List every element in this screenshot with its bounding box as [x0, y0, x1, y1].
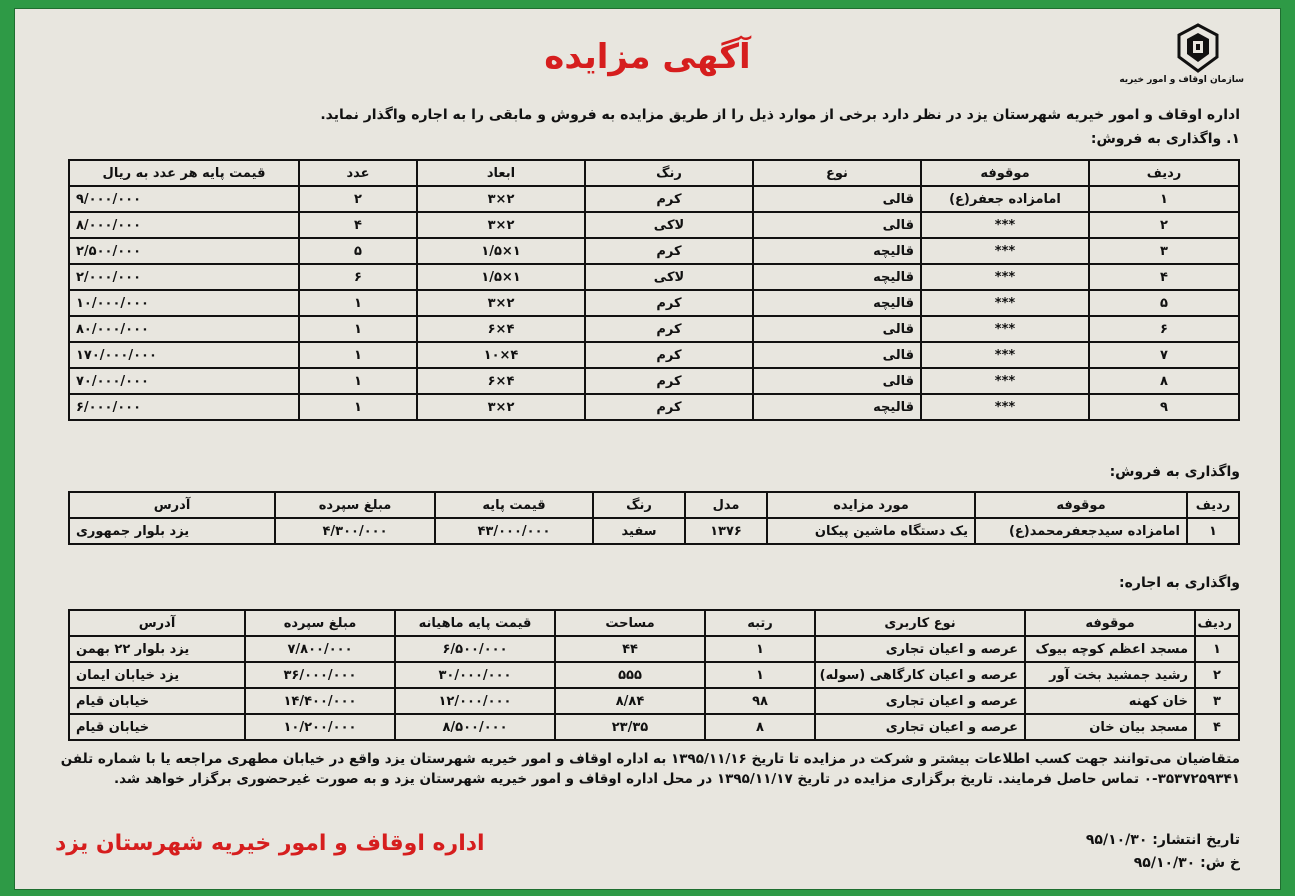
table-cell: *** — [921, 316, 1089, 342]
table-row — [69, 186, 1239, 212]
table-cell: قالی — [753, 316, 921, 342]
table-cell: ۱ — [299, 290, 417, 316]
table-row — [69, 636, 1239, 662]
table-cell: *** — [921, 342, 1089, 368]
table-cell: امامزاده جعفر(ع) — [921, 186, 1089, 212]
table-cell: ۱ — [299, 394, 417, 420]
table-cell: ۲×۳ — [417, 186, 585, 212]
col-header: مبلغ سپرده — [275, 492, 435, 518]
table-cell: قالی — [753, 212, 921, 238]
table-header-row — [69, 610, 1239, 636]
signature-org: اداره اوقاف و امور خیریه شهرستان یزد — [55, 831, 485, 856]
col-header: نوع کاربری — [815, 610, 1025, 636]
table-cell: ۸/۰۰۰/۰۰۰ — [69, 212, 299, 238]
col-header: مورد مزایده — [767, 492, 975, 518]
table-cell: ۱۰/۰۰۰/۰۰۰ — [69, 290, 299, 316]
table-cell: رشید جمشید بخت آور — [1025, 662, 1195, 688]
table-cell: ۴ — [1195, 714, 1239, 740]
table-cell: کرم — [585, 368, 753, 394]
col-header: قیمت پایه ماهیانه — [395, 610, 555, 636]
table-cell: ۱ — [1187, 518, 1239, 544]
table-cell: قالیچه — [753, 290, 921, 316]
table-cell: ۹۸ — [705, 688, 815, 714]
table-cell: ۵ — [299, 238, 417, 264]
table-cell: کرم — [585, 316, 753, 342]
table-cell: ۳ — [1089, 238, 1239, 264]
table-cell: ۴۳/۰۰۰/۰۰۰ — [435, 518, 593, 544]
table-cell: *** — [921, 238, 1089, 264]
table-cell: ۲ — [299, 186, 417, 212]
table-cell: عرصه و اعیان تجاری — [815, 688, 1025, 714]
table-row — [69, 394, 1239, 420]
table-cell: امامزاده سیدجعفرمحمد(ع) — [975, 518, 1187, 544]
table-cell: ۶ — [299, 264, 417, 290]
col-header: ابعاد — [417, 160, 585, 186]
col-header: مبلغ سپرده — [245, 610, 395, 636]
table-cell: ۸/۵۰۰/۰۰۰ — [395, 714, 555, 740]
table-row — [69, 714, 1239, 740]
table-cell: ۵۵۵ — [555, 662, 705, 688]
table-cell: ۲ — [1089, 212, 1239, 238]
col-header: ردیف — [1089, 160, 1239, 186]
table-cell: ۲×۳ — [417, 290, 585, 316]
table-cell: ۱ — [1195, 636, 1239, 662]
table-cell: ۳۰/۰۰۰/۰۰۰ — [395, 662, 555, 688]
table-cell: ۷ — [1089, 342, 1239, 368]
table-cell: عرصه و اعیان کارگاهی (سوله) — [815, 662, 1025, 688]
table-cell: *** — [921, 368, 1089, 394]
table-cell: ۳ — [1195, 688, 1239, 714]
table-cell: خان کهنه — [1025, 688, 1195, 714]
table-cell: خیابان قیام — [69, 688, 245, 714]
table-cell: *** — [921, 212, 1089, 238]
table-cell: ۱ — [299, 316, 417, 342]
table-cell: قالیچه — [753, 264, 921, 290]
table-cell: ۱ — [705, 636, 815, 662]
page-title: آگهی مزایده — [544, 37, 751, 77]
col-header: نوع — [753, 160, 921, 186]
table-cell: کرم — [585, 238, 753, 264]
table-cell: کرم — [585, 342, 753, 368]
col-header: ردیف — [1195, 610, 1239, 636]
col-header: عدد — [299, 160, 417, 186]
table-cell: ۴×۱۰ — [417, 342, 585, 368]
table-cell: ۸ — [1089, 368, 1239, 394]
col-header: قیمت پایه هر عدد به ریال — [69, 160, 299, 186]
table-cell: ۱۳۷۶ — [685, 518, 767, 544]
table-cell: عرصه و اعیان تجاری — [815, 636, 1025, 662]
vehicle-sale-table — [68, 491, 1240, 545]
table-cell: ۲×۳ — [417, 212, 585, 238]
table-cell: ۲ — [1195, 662, 1239, 688]
table-cell: کرم — [585, 186, 753, 212]
table-cell: ۱×۱/۵ — [417, 238, 585, 264]
table-cell: لاکی — [585, 212, 753, 238]
table-row — [69, 688, 1239, 714]
table-row — [69, 238, 1239, 264]
col-header: رنگ — [585, 160, 753, 186]
col-header: ردیف — [1187, 492, 1239, 518]
col-header: مساحت — [555, 610, 705, 636]
table-header-row — [69, 492, 1239, 518]
table-cell: ۱۴/۴۰۰/۰۰۰ — [245, 688, 395, 714]
sale-items-table — [68, 159, 1240, 421]
logo-org-name: سازمان اوقاف و امور خیریه — [1119, 75, 1244, 85]
col-header: رتبه — [705, 610, 815, 636]
table-cell: ۹/۰۰۰/۰۰۰ — [69, 186, 299, 212]
table-cell: خیابان قیام — [69, 714, 245, 740]
table-cell: ۱۲/۰۰۰/۰۰۰ — [395, 688, 555, 714]
table-cell: ۸ — [705, 714, 815, 740]
table-cell: کرم — [585, 394, 753, 420]
table-row — [69, 212, 1239, 238]
table-cell: یک دستگاه ماشین پیکان — [767, 518, 975, 544]
table-cell: یزد بلوار ۲۲ بهمن — [69, 636, 245, 662]
table-cell: قالیچه — [753, 394, 921, 420]
col-header: مدل — [685, 492, 767, 518]
table-cell: ۷/۸۰۰/۰۰۰ — [245, 636, 395, 662]
table-row — [69, 662, 1239, 688]
table-cell: ۶/۰۰۰/۰۰۰ — [69, 394, 299, 420]
section3-title: واگذاری به اجاره: — [1119, 575, 1240, 591]
col-header: موقوفه — [1025, 610, 1195, 636]
table-cell: مسجد اعظم کوچه بیوک — [1025, 636, 1195, 662]
table-cell: ۹ — [1089, 394, 1239, 420]
table-cell: *** — [921, 290, 1089, 316]
table-cell: ۸/۸۴ — [555, 688, 705, 714]
table-cell: ۲/۵۰۰/۰۰۰ — [69, 238, 299, 264]
table-cell: عرصه و اعیان تجاری — [815, 714, 1025, 740]
col-header: قیمت پایه — [435, 492, 593, 518]
table-cell: ۶ — [1089, 316, 1239, 342]
table-cell: ۵ — [1089, 290, 1239, 316]
table-cell: یزد بلوار جمهوری — [69, 518, 275, 544]
table-cell: ۴×۶ — [417, 316, 585, 342]
section2-title: واگذاری به فروش: — [1109, 464, 1240, 480]
notice-frame — [14, 8, 1281, 890]
table-row — [69, 518, 1239, 544]
table-cell: قالیچه — [753, 238, 921, 264]
table-cell: *** — [921, 394, 1089, 420]
contact-paragraph: متقاضیان می‌توانند جهت کسب اطلاعات بیشتر و شرکت در مزایده تا تاریخ ۱۳۹۵/۱۱/۱۶ به اداره اوقاف و امور خیریه شهرستان یزد واقع در خیابان مطهری مراجعه یا با شماره تلفن ۳۵۳۷۲۵۹۳۴۱-۰ تماس حاصل فرمایند. تاریخ برگزاری مزایده در تاریخ ۱۳۹۵/۱۱/۱۷ در محل اداره اوقاف و امور خیریه شهرستان یزد و به صورت غیرحضوری برگزار خواهد شد. — [60, 751, 1240, 787]
intro-paragraph: اداره اوقاف و امور خیریه شهرستان یزد در نظر دارد برخی از موارد ذیل را از طریق مزایده به فروش و مابقی را به اجاره واگذار نماید. — [320, 107, 1240, 123]
table-row — [69, 316, 1239, 342]
col-header: موقوفه — [975, 492, 1187, 518]
table-cell: ۴×۶ — [417, 368, 585, 394]
table-row — [69, 368, 1239, 394]
table-cell: ۴ — [299, 212, 417, 238]
table-cell: ۲×۳ — [417, 394, 585, 420]
kh-date: خ ش: ۹۵/۱۰/۳۰ — [1133, 855, 1240, 871]
lease-items-table — [68, 609, 1240, 741]
table-cell: ۸۰/۰۰۰/۰۰۰ — [69, 316, 299, 342]
table-cell: ۱ — [299, 368, 417, 394]
table-cell: سفید — [593, 518, 685, 544]
table-cell: ۱ — [1089, 186, 1239, 212]
table-cell: ۲۳/۳۵ — [555, 714, 705, 740]
section1-title: ۱. واگذاری به فروش: — [1090, 131, 1240, 147]
table-cell: کرم — [585, 290, 753, 316]
table-header-row — [69, 160, 1239, 186]
table-cell: قالی — [753, 368, 921, 394]
table-cell: ۱۰/۲۰۰/۰۰۰ — [245, 714, 395, 740]
table-cell: ۴ — [1089, 264, 1239, 290]
table-cell: قالی — [753, 186, 921, 212]
col-header: آدرس — [69, 610, 245, 636]
col-header: موقوفه — [921, 160, 1089, 186]
table-row — [69, 264, 1239, 290]
table-cell: ۱۷۰/۰۰۰/۰۰۰ — [69, 342, 299, 368]
table-cell: یزد خیابان ایمان — [69, 662, 245, 688]
table-cell: ۴۴ — [555, 636, 705, 662]
table-cell: ۱ — [299, 342, 417, 368]
table-cell: ۱ — [705, 662, 815, 688]
table-cell: *** — [921, 264, 1089, 290]
table-cell: قالی — [753, 342, 921, 368]
col-header: آدرس — [69, 492, 275, 518]
auction-notice — [15, 9, 1280, 889]
table-cell: ۱×۱/۵ — [417, 264, 585, 290]
table-cell: ۴/۳۰۰/۰۰۰ — [275, 518, 435, 544]
table-row — [69, 290, 1239, 316]
table-cell: لاکی — [585, 264, 753, 290]
publish-date: تاریخ انتشار: ۹۵/۱۰/۳۰ — [1085, 832, 1240, 848]
table-row — [69, 342, 1239, 368]
table-cell: ۲/۰۰۰/۰۰۰ — [69, 264, 299, 290]
col-header: رنگ — [593, 492, 685, 518]
table-cell: ۷۰/۰۰۰/۰۰۰ — [69, 368, 299, 394]
table-cell: مسجد بیان خان — [1025, 714, 1195, 740]
table-cell: ۶/۵۰۰/۰۰۰ — [395, 636, 555, 662]
table-cell: ۳۶/۰۰۰/۰۰۰ — [245, 662, 395, 688]
